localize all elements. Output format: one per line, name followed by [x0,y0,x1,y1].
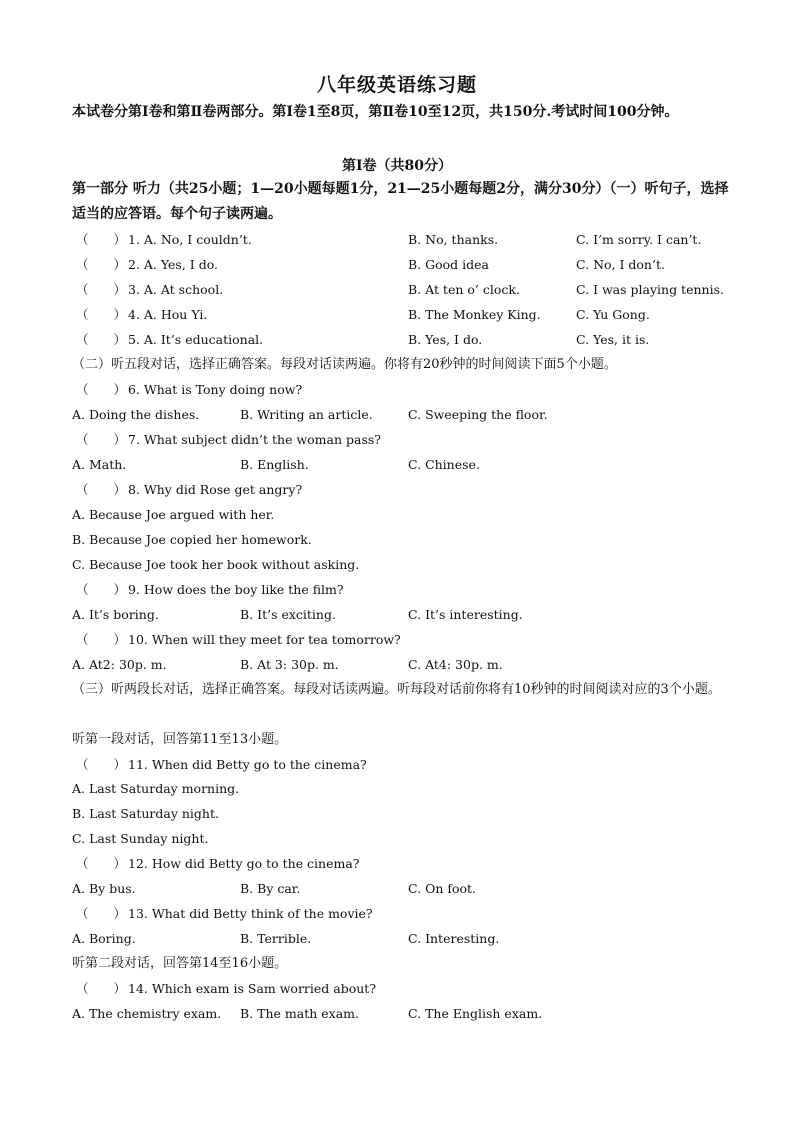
answer-paren: （ ） [76,432,127,447]
option-b: B. Terrible. [240,931,312,946]
answer-paren: （ ） [76,632,127,647]
question-text: 13. What did Betty think of the movie? [128,906,373,921]
section2-heading: （二）听五段对话，选择正确答案。每段对话读两遍。你将有20秒钟的时间阅读下面5个小题。 [72,357,617,372]
question-option-a: 1. A. No, I couldn’t. [128,232,252,247]
option-b: B. By car. [240,881,301,896]
option-c: C. It’s interesting. [408,607,523,622]
option-b: B. No, thanks. [408,232,499,247]
option-b: B. Last Saturday night. [72,806,219,821]
option-a: A. Boring. [72,931,136,946]
option-c: C. Chinese. [408,457,480,472]
dialog1-note: 听第一段对话，回答第11至13小题。 [72,732,288,747]
page-title: 八年级英语练习题 [316,74,477,96]
question-text: 9. How does the boy like the film? [128,582,344,597]
option-c: C. On foot. [408,881,477,896]
option-b: B. At 3: 30p. m. [240,657,339,672]
option-a: A. Math. [72,457,127,472]
intro-text: 本试卷分第Ⅰ卷和第Ⅱ卷两部分。第Ⅰ卷1至8页，第Ⅱ卷10至12页，共150分.考试时间100分钟。 [72,104,679,120]
option-b: B. Because Joe copied her homework. [72,532,312,547]
option-c: C. No, I don’t. [576,257,665,272]
question-option-a: 2. A. Yes, I do. [128,257,218,272]
option-c: C. Yes, it is. [576,332,650,347]
answer-paren: （ ） [76,232,127,247]
answer-paren: （ ） [76,906,127,921]
option-a: A. Because Joe argued with her. [72,507,275,522]
option-b: B. At ten o’ clock. [408,282,520,297]
question-option-a: 3. A. At school. [128,282,224,297]
answer-paren: （ ） [76,482,127,497]
option-c: C. Sweeping the floor. [408,407,548,422]
option-c: C. I was playing tennis. [576,282,724,297]
option-b: B. The math exam. [240,1006,359,1021]
option-a: A. The chemistry exam. [72,1006,222,1021]
option-a: A. At2: 30p. m. [72,657,167,672]
option-c: C. Interesting. [408,931,500,946]
option-b: B. The Monkey King. [408,307,541,322]
part1-heading: 第Ⅰ卷（共80分） [341,158,453,174]
answer-paren: （ ） [76,307,127,322]
option-c: C. At4: 30p. m. [408,657,503,672]
answer-paren: （ ） [76,257,127,272]
option-b: B. English. [240,457,309,472]
option-c: C. Because Joe took her book without asking. [72,557,360,572]
answer-paren: （ ） [76,282,127,297]
option-c: C. I’m sorry. I can’t. [576,232,702,247]
option-b: B. Writing an article. [240,407,373,422]
question-option-a: 4. A. Hou Yi. [128,307,208,322]
option-b: B. Good idea [408,257,489,272]
section1-heading: 第一部分 听力（共25小题；1—20小题每题1分，21—25小题每题2分，满分30分）（一）听句子，选择适当的应答语。每个句子读两遍。 [72,181,729,222]
option-c: C. Yu Gong. [576,307,650,322]
section3-heading: （三）听两段长对话，选择正确答案。每段对话读两遍。听每段对话前你将有10秒钟的时间阅读对应的3个小题。 [72,682,721,697]
option-a: A. Doing the dishes. [72,407,200,422]
question-option-a: 5. A. It’s educational. [128,332,264,347]
option-b: B. Yes, I do. [408,332,483,347]
question-text: 12. How did Betty go to the cinema? [128,856,360,871]
answer-paren: （ ） [76,757,127,772]
option-c: C. Last Sunday night. [72,831,209,846]
option-a: A. It’s boring. [72,607,159,622]
option-c: C. The English exam. [408,1006,543,1021]
answer-paren: （ ） [76,981,127,996]
answer-paren: （ ） [76,382,127,397]
option-b: B. It’s exciting. [240,607,336,622]
answer-paren: （ ） [76,856,127,871]
question-text: 6. What is Tony doing now? [128,382,303,397]
dialog2-note: 听第二段对话，回答第14至16小题。 [72,956,288,971]
option-a: A. By bus. [72,881,136,896]
question-text: 7. What subject didn’t the woman pass? [128,432,381,447]
answer-paren: （ ） [76,582,127,597]
answer-paren: （ ） [76,332,127,347]
question-text: 11. When did Betty go to the cinema? [128,757,367,772]
question-text: 10. When will they meet for tea tomorrow? [128,632,401,647]
question-text: 14. Which exam is Sam worried about? [128,981,377,996]
option-a: A. Last Saturday morning. [72,781,240,796]
question-text: 8. Why did Rose get angry? [128,482,303,497]
